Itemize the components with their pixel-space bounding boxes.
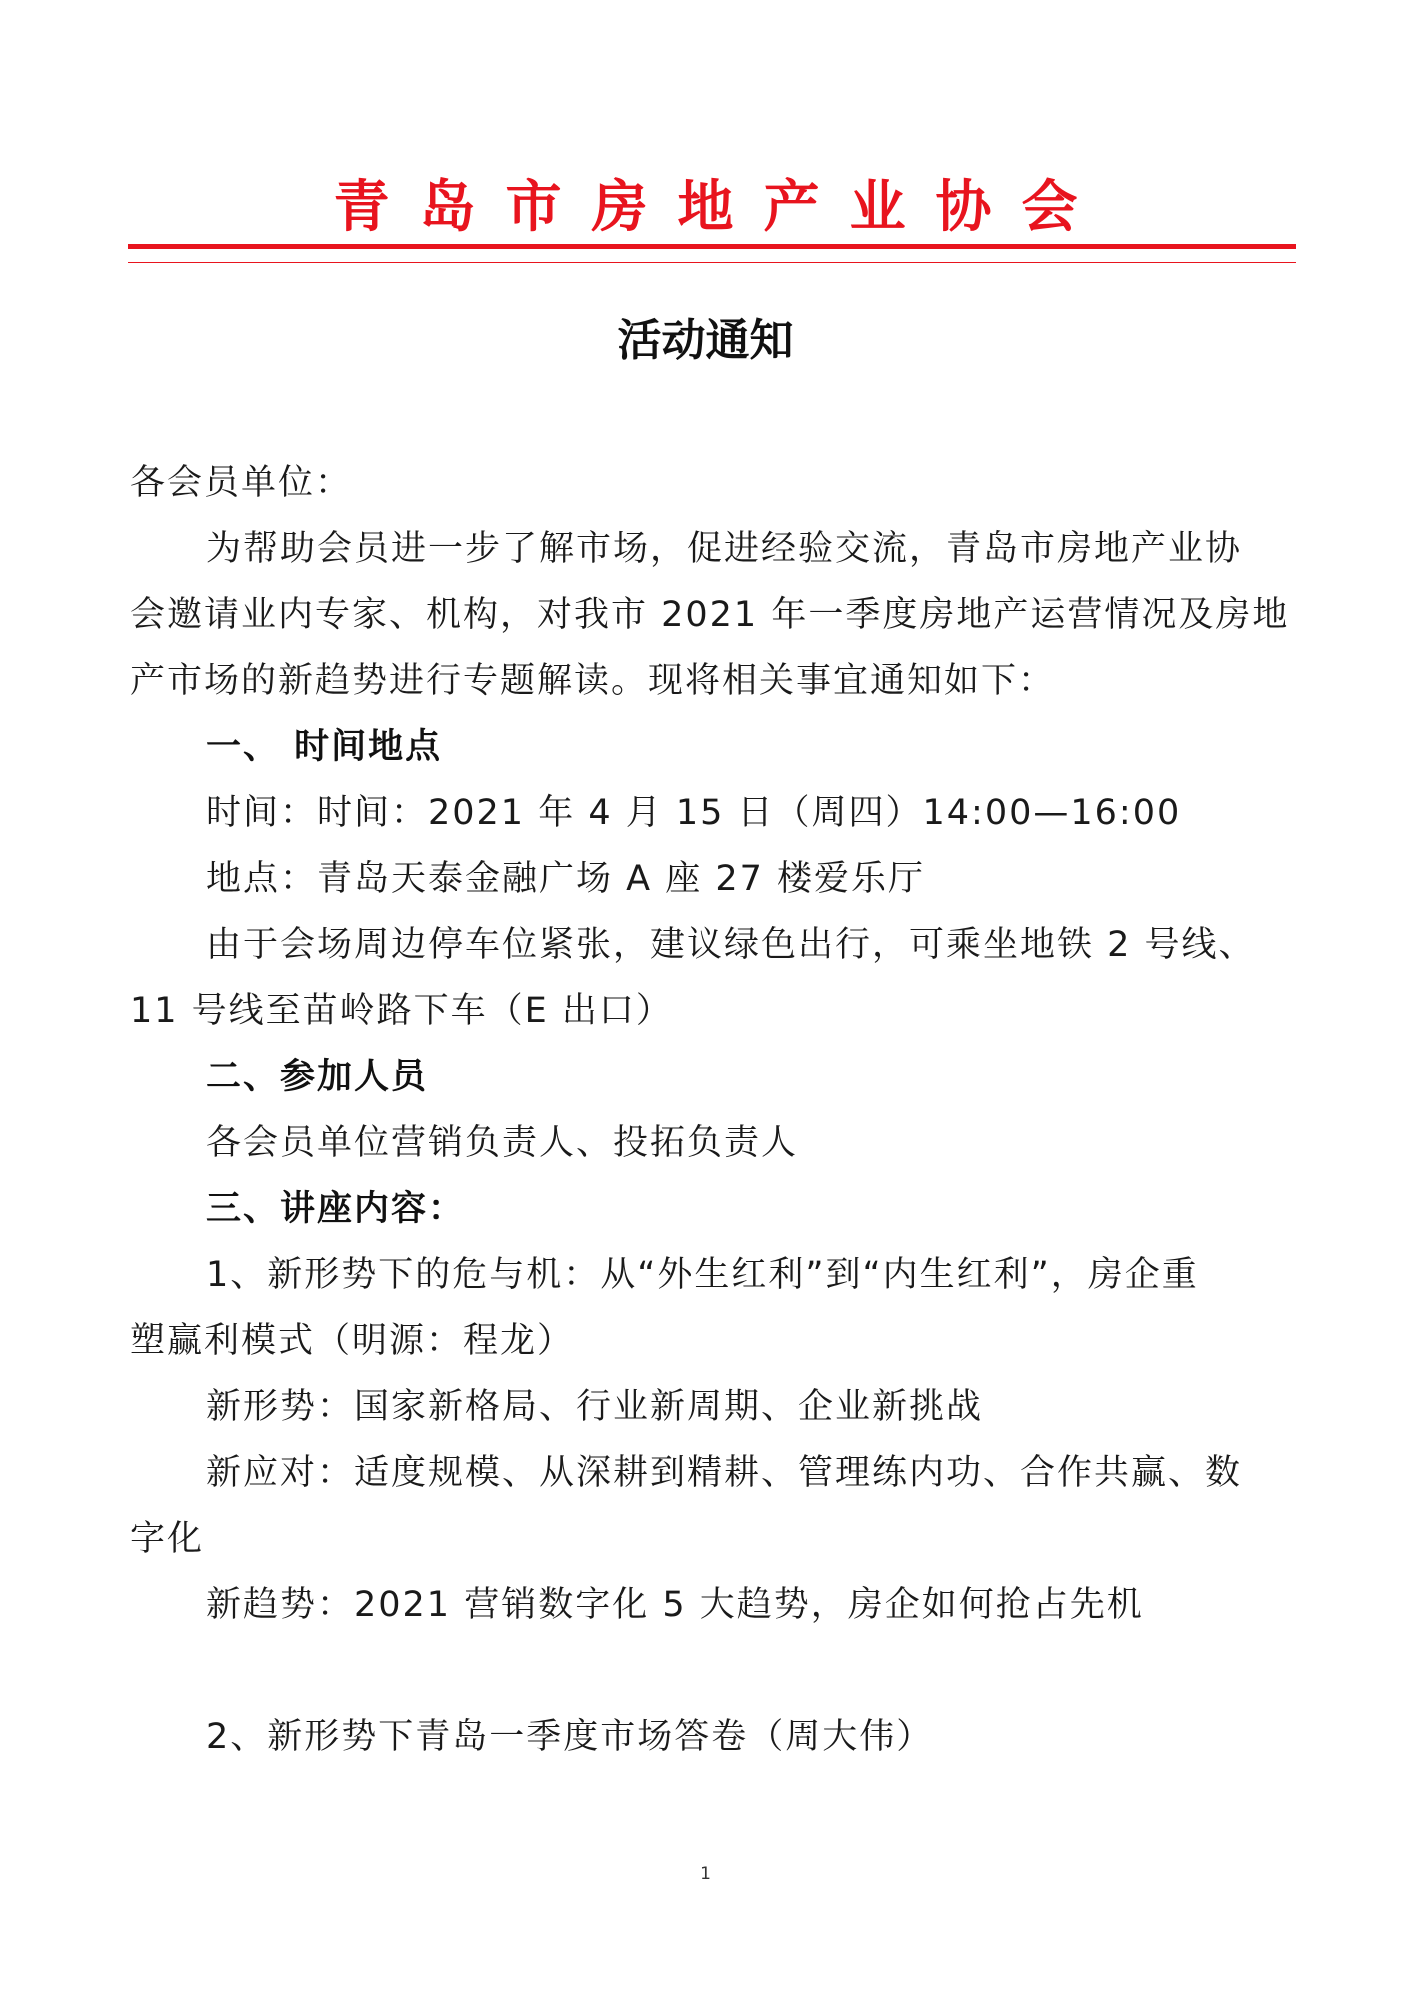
lecture1-title-line-1: 1、新形势下的危与机：从“外生红利”到“内生红利”，房企重 bbox=[206, 1255, 1199, 1295]
new-response-line-1: 新应对：适度规模、从深耕到精耕、管理练内功、合作共赢、数 bbox=[206, 1453, 1243, 1493]
new-situation: 新形势：国家新格局、行业新周期、企业新挑战 bbox=[206, 1387, 984, 1427]
section1-heading: 一、 时间地点 bbox=[206, 727, 443, 767]
section3-heading: 三、讲座内容： bbox=[206, 1189, 466, 1229]
new-trend: 新趋势：2021 营销数字化 5 大趋势，房企如何抢占先机 bbox=[206, 1585, 1144, 1625]
lecture2-title: 2、新形势下青岛一季度市场答卷（周大伟） bbox=[206, 1717, 934, 1757]
intro-line-1: 为帮助会员进一步了解市场，促进经验交流，青岛市房地产业协 bbox=[206, 529, 1243, 569]
transport-line-1: 由于会场周边停车位紧张，建议绿色出行，可乘坐地铁 2 号线、 bbox=[206, 925, 1256, 965]
header-rule-thick bbox=[128, 244, 1296, 249]
organization-name: 青岛市房地产业协会 bbox=[333, 175, 1108, 240]
event-place: 地点：青岛天泰金融广场 A 座 27 楼爱乐厅 bbox=[206, 859, 925, 899]
lecture1-title-line-2: 塑赢利模式（明源：程龙） bbox=[130, 1321, 575, 1361]
header-rule-thin bbox=[128, 262, 1296, 263]
intro-line-3: 产市场的新趋势进行专题解读。现将相关事宜通知如下： bbox=[130, 661, 1056, 701]
document-title: 活动通知 bbox=[617, 315, 794, 366]
page-number: 1 bbox=[700, 1864, 711, 1884]
transport-line-2: 11 号线至苗岭路下车（E 出口） bbox=[130, 991, 673, 1031]
new-response-line-2: 字化 bbox=[130, 1519, 205, 1559]
section2-heading: 二、参加人员 bbox=[206, 1057, 429, 1097]
intro-line-2: 会邀请业内专家、机构，对我市 2021 年一季度房地产运营情况及房地 bbox=[130, 595, 1290, 635]
salutation: 各会员单位： bbox=[130, 463, 353, 503]
event-time: 时间：时间：2021 年 4 月 15 日（周四）14:00—16:00 bbox=[206, 793, 1182, 833]
attendees: 各会员单位营销负责人、投拓负责人 bbox=[206, 1123, 799, 1163]
